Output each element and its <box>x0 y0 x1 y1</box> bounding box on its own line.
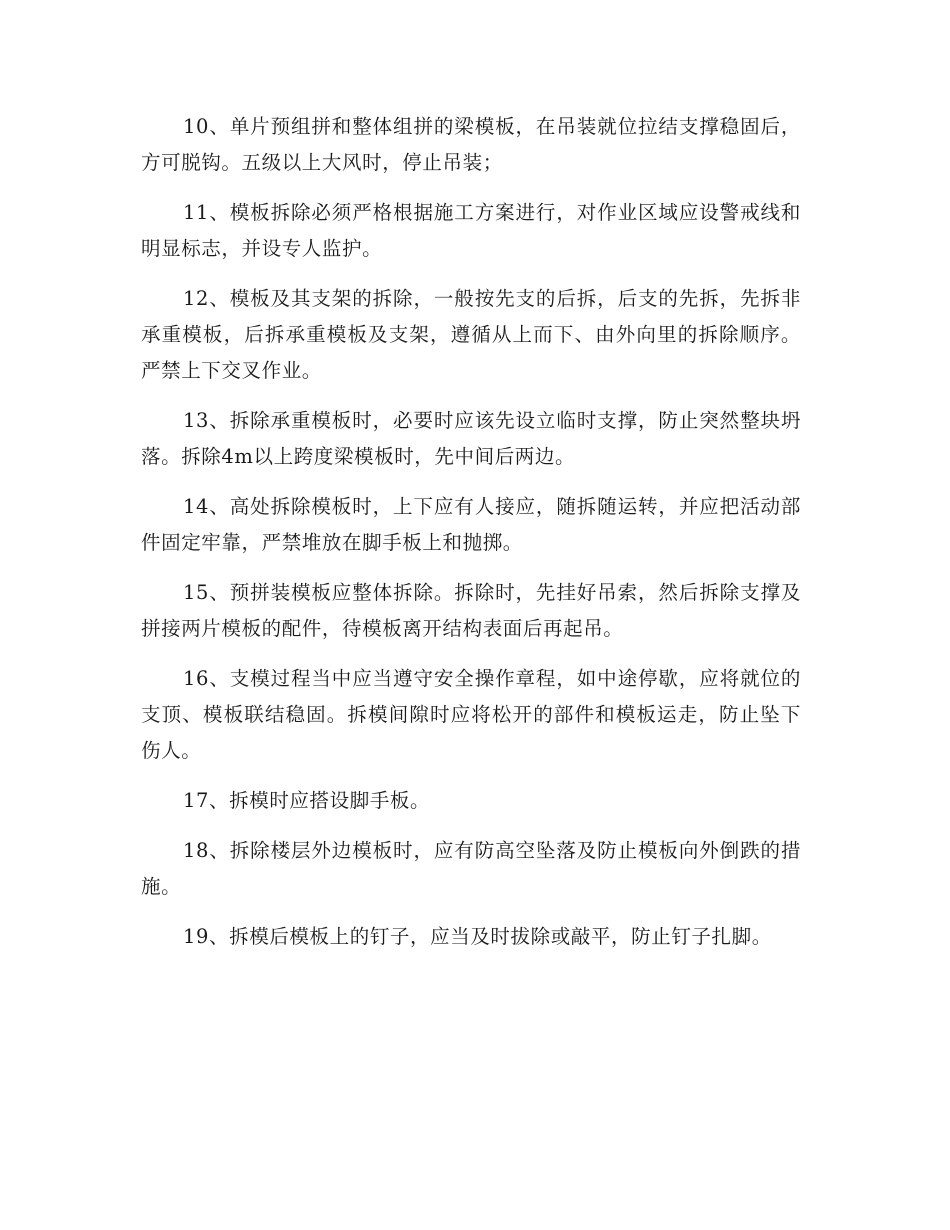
paragraph-11: 11、模板拆除必须严格根据施工方案进行，对作业区域应设警戒线和明显标志，并设专人监护。 <box>141 201 801 260</box>
paragraph-19: 19、拆模后模板上的钉子，应当及时拔除或敲平，防止钉子扎脚。 <box>183 925 772 948</box>
paragraph-14: 14、高处拆除模板时，上下应有人接应，随拆随运转，并应把活动部件固定牢靠，严禁堆放在脚手板上和抛掷。 <box>141 495 801 554</box>
paragraph-16: 16、支模过程当中应当遵守安全操作章程，如中途停歇，应将就位的支顶、模板联结稳固。拆模间隙时应将松开的部件和模板运走，防止坠下伤人。 <box>141 667 801 762</box>
document-body <box>141 109 801 969</box>
paragraph-10: 10、单片预组拼和整体组拼的梁模板，在吊装就位拉结支撑稳固后，方可脱钩。五级以上大风时，停止吊装； <box>141 115 801 174</box>
paragraph-15: 15、预拼装模板应整体拆除。拆除时，先挂好吊索，然后拆除支撑及拼接两片模板的配件，待模板离开结构表面后再起吊。 <box>141 581 801 640</box>
paragraph-18: 18、拆除楼层外边模板时，应有防高空坠落及防止模板向外倒跌的措施。 <box>141 839 801 898</box>
paragraph-17: 17、拆模时应搭设脚手板。 <box>183 789 431 812</box>
paragraph-12: 12、模板及其支架的拆除，一般按先支的后拆，后支的先拆，先拆非承重模板，后拆承重模板及支架，遵循从上而下、由外向里的拆除顺序。严禁上下交叉作业。 <box>141 287 801 382</box>
paragraph-13: 13、拆除承重模板时，必要时应该先设立临时支撑，防止突然整块坍落。拆除4m以上跨度梁模板时，先中间后两边。 <box>141 409 801 468</box>
